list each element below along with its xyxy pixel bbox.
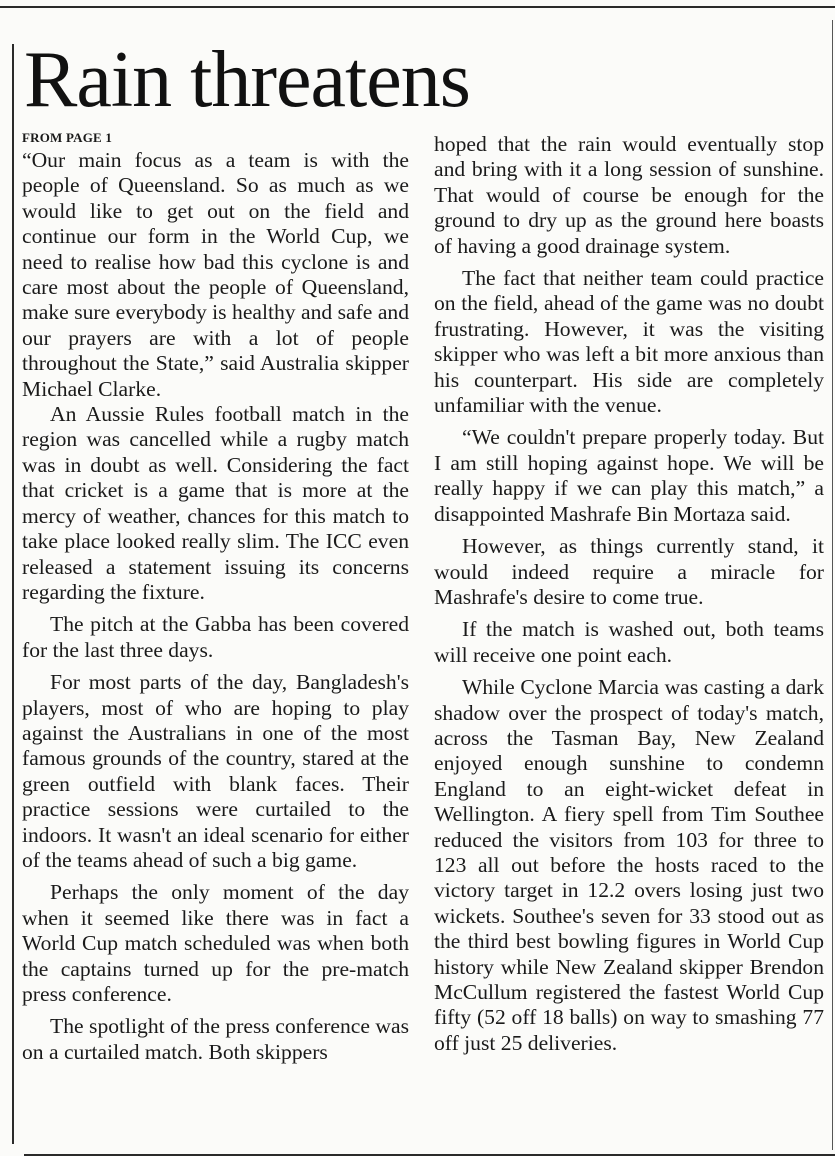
paragraph: hoped that the rain would eventually stop and bring with it a long session of sunshine. That would of course be enough for the ground to dry up as the ground here boasts of having a good drainage system. bbox=[434, 132, 824, 258]
paragraph: However, as things currently stand, it would indeed require a miracle for Mashrafe's desire to come true. bbox=[434, 534, 824, 609]
article-column-right bbox=[434, 132, 824, 1063]
paragraph: “We couldn't prepare properly today. But I am still hoping against hope. We will be really happy if we can play this match,” a disappointed Mashrafe Bin Mortaza said. bbox=[434, 425, 824, 526]
right-edge-rule bbox=[832, 20, 833, 1150]
paragraph: If the match is washed out, both teams will receive one point each. bbox=[434, 617, 824, 667]
headline: Rain threatens bbox=[24, 36, 470, 124]
paragraph: Perhaps the only moment of the day when it seemed like there was in fact a World Cup match scheduled was when both the captains turned up for the pre-match press conference. bbox=[22, 880, 409, 1006]
paragraph: The pitch at the Gabba has been covered for the last three days. bbox=[22, 612, 409, 662]
paragraph: An Aussie Rules football match in the region was cancelled while a rugby match was in doubt as well. Considering the fact that cricket is a game that is more at the mercy of weather, chances for this match to take place looked really slim. The ICC even released a statement issuing its concerns regarding the fixture. bbox=[22, 402, 409, 604]
paragraph: The spotlight of the press conference was on a curtailed match. Both skippers bbox=[22, 1014, 409, 1064]
paragraph: For most parts of the day, Bangladesh's players, most of who are hoping to play against the Australians in one of the most famous grounds of the country, stared at the green outfield with blank faces. Their practice sessions were curtailed to the indoors. It wasn't an ideal scenario for either of the teams ahead of such a big game. bbox=[22, 670, 409, 872]
from-page-kicker: FROM PAGE 1 bbox=[22, 130, 113, 145]
top-rule bbox=[0, 6, 835, 8]
paragraph: “Our main focus as a team is with the people of Queensland. So as much as we would like to get out on the field and continue our form in the World Cup, we need to realise how bad this cyclone is and care most about the people of Queensland, make sure everybody is healthy and safe and our prayers are with a lot of people throughout the State,” said Australia skipper Michael Clarke. bbox=[22, 148, 409, 401]
left-column-rule bbox=[12, 44, 14, 1144]
article-column-left bbox=[22, 130, 409, 1072]
paragraph: While Cyclone Marcia was casting a dark shadow over the prospect of today's match, across the Tasman Bay, New Zealand enjoyed enough sunshine to condemn England to an eight-wicket defeat in Wellington. A fiery spell from Tim Southee reduced the visitors from 103 for three to 123 all out before the hosts raced to the victory target in 12.2 overs losing just two wickets. Southee's seven for 33 stood out as the third best bowling figures in World Cup history while New Zealand skipper Brendon McCullum registered the fastest World Cup fifty (52 off 18 balls) on way to smashing 77 off just 25 deliveries. bbox=[434, 675, 824, 1055]
paragraph: The fact that neither team could practice on the field, ahead of the game was no doubt frustrating. However, it was the visiting skipper who was left a bit more anxious than his counterpart. His side are completely unfamiliar with the venue. bbox=[434, 266, 824, 418]
